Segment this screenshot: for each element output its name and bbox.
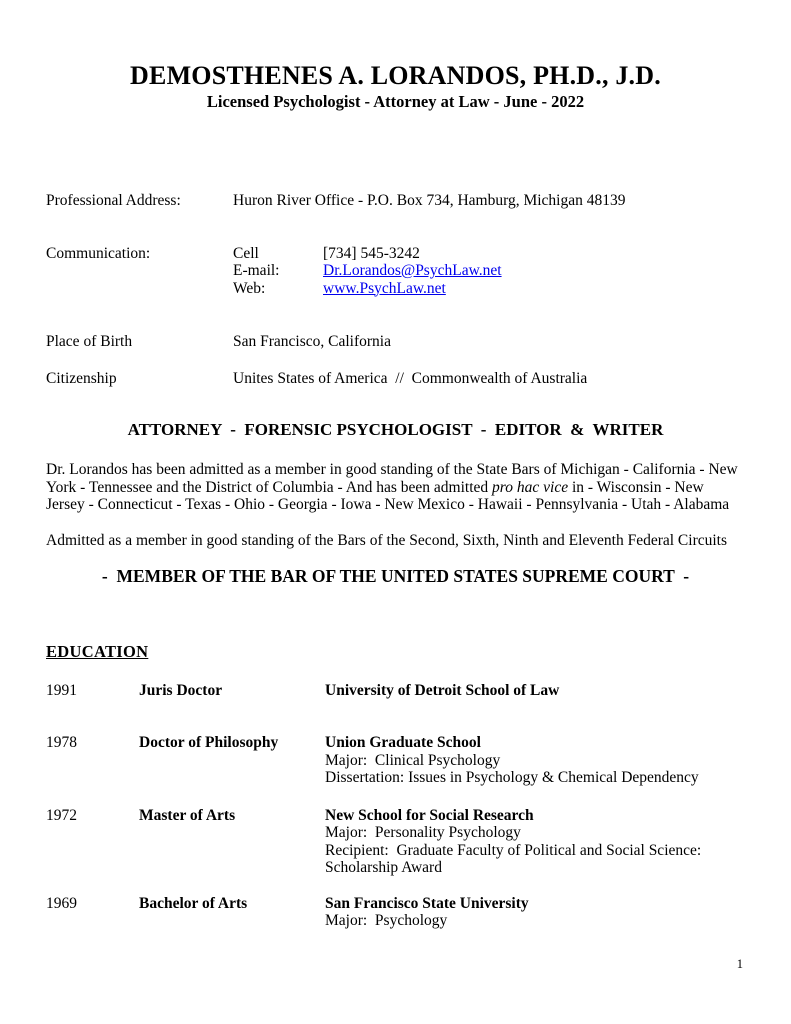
web-label: Web: (233, 279, 266, 297)
education-detail: Recipient: Graduate Faculty of Political and Social Science: Scholarship Award (325, 841, 706, 876)
admissions-text-1: Dr. Lorandos has been admitted as a member in good standing of the State Bars of Michigan - California - New York - Tennessee and the District of Columbia - And has been admitted (46, 461, 738, 496)
page-number: 1 (736, 957, 743, 971)
education-year: 1978 (46, 734, 77, 751)
page-title: DEMOSTHENES A. LORANDOS, PH.D., J.D. (130, 61, 661, 90)
citizenship-value: Unites States of America // Commonwealth of Australia (233, 369, 588, 387)
education-section-heading: EDUCATION (46, 642, 149, 661)
education-institution-block (325, 682, 745, 700)
education-entry-1991 (46, 682, 745, 700)
education-institution-block (325, 895, 745, 930)
place-of-birth-value: San Francisco, California (233, 333, 391, 350)
professional-address-label: Professional Address: (46, 192, 181, 209)
professional-address-value: Huron River Office - P.O. Box 734, Hamburg, Michigan 48139 (233, 192, 626, 209)
education-detail: Major: Psychology (325, 912, 448, 929)
admissions-text-italic: pro hac vice (492, 478, 569, 496)
education-degree: Doctor of Philosophy (139, 734, 279, 751)
cell-number: [734] 545-3242 (323, 244, 420, 262)
education-institution: San Francisco State University (325, 894, 529, 912)
website-link[interactable]: www.PsychLaw.net (323, 279, 446, 297)
education-institution-block (325, 807, 745, 877)
citizenship-label: Citizenship (46, 369, 117, 387)
admissions-text-2: in - Wisconsin - New Jersey - Connecticut - Texas - Ohio - Georgia - Iowa - New Mexico - Hawaii - Pennsylvania - Utah - Alabama (46, 478, 730, 513)
cell-row (233, 245, 745, 263)
supreme-court-heading: - MEMBER OF THE BAR OF THE UNITED STATES SUPREME COURT - (101, 566, 690, 586)
document-header (46, 60, 745, 113)
page-subtitle: Licensed Psychologist - Attorney at Law - June - 2022 (206, 92, 585, 111)
education-institution-block (325, 734, 745, 787)
state-bar-admissions-paragraph (46, 461, 745, 514)
education-detail: Major: Personality Psychology (325, 824, 521, 841)
education-entry-1978 (46, 734, 745, 787)
education-year: 1969 (46, 894, 77, 912)
education-institution: University of Detroit School of Law (325, 681, 560, 699)
communication-label: Communication: (46, 244, 151, 262)
place-of-birth-row (46, 333, 745, 351)
education-institution: New School for Social Research (325, 806, 534, 824)
email-label: E-mail: (233, 262, 280, 279)
education-detail: Major: Clinical Psychology (325, 751, 501, 769)
education-entry-1969 (46, 895, 745, 930)
education-detail: Dissertation: Issues in Psychology & Chemical Dependency (325, 769, 699, 786)
education-degree: Juris Doctor (139, 681, 223, 699)
education-entry-1972 (46, 807, 745, 877)
education-year: 1972 (46, 806, 77, 824)
citizenship-row (46, 370, 745, 388)
communication-details (233, 245, 745, 298)
education-institution: Union Graduate School (325, 734, 481, 751)
professional-address-row (46, 192, 745, 210)
email-link[interactable]: Dr.Lorandos@PsychLaw.net (323, 262, 502, 279)
education-degree: Bachelor of Arts (139, 894, 248, 912)
education-degree: Master of Arts (139, 806, 236, 824)
attorney-heading: ATTORNEY - FORENSIC PSYCHOLOGIST - EDITOR & WRITER (127, 420, 664, 439)
federal-circuits-paragraph: Admitted as a member in good standing of the Bars of the Second, Sixth, Ninth and Eleventh Federal Circuits (46, 531, 728, 549)
cell-label: Cell (233, 244, 259, 262)
web-row (233, 280, 745, 298)
education-year: 1991 (46, 681, 77, 699)
email-row (233, 262, 745, 280)
communication-row (46, 245, 745, 298)
place-of-birth-label: Place of Birth (46, 333, 133, 350)
education-list (46, 682, 745, 930)
